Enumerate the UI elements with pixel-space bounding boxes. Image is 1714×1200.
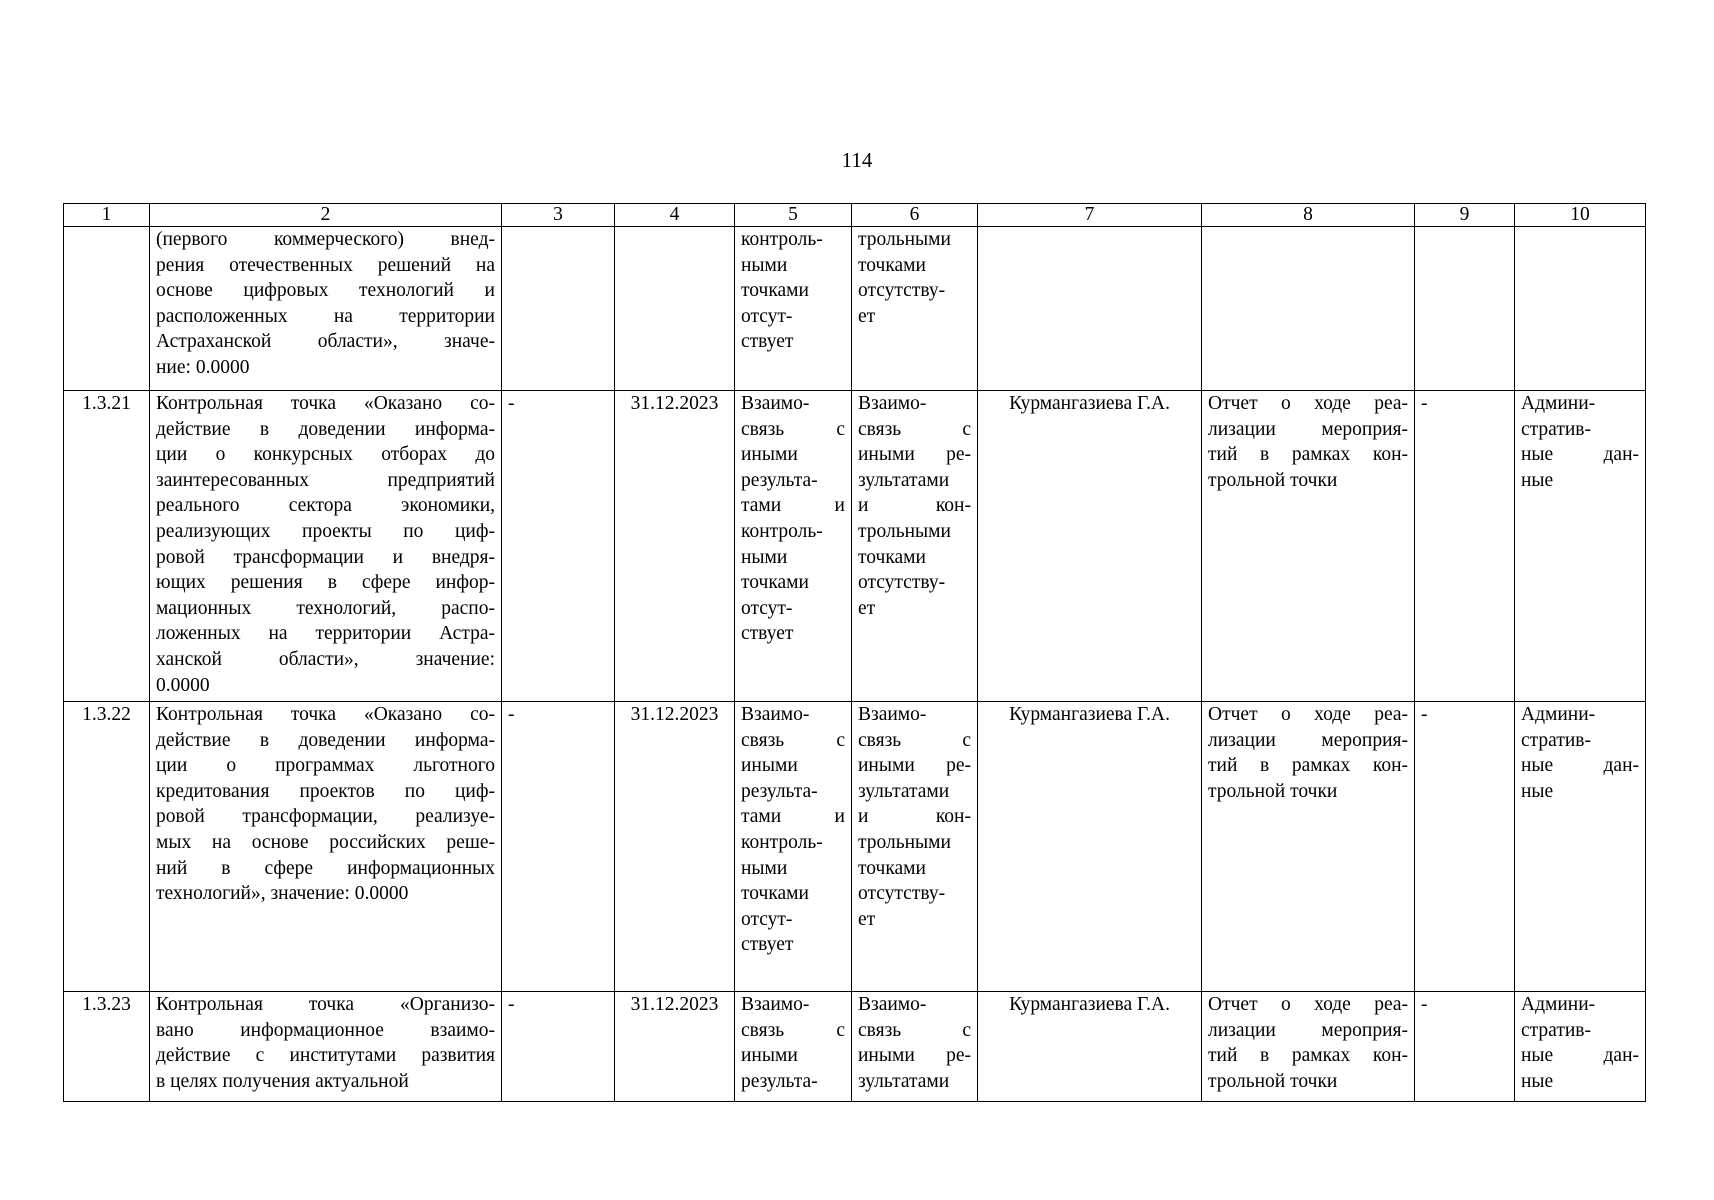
row-number: 1.3.22 bbox=[64, 702, 150, 992]
row-name bbox=[150, 227, 502, 391]
row-report-text bbox=[1208, 702, 1408, 804]
text-line: заинтересованных предприятий bbox=[156, 469, 495, 491]
row-name-text bbox=[156, 702, 495, 907]
row-responsible bbox=[978, 227, 1202, 391]
text-line: трольными bbox=[858, 520, 951, 542]
text-line: ний в сфере информационных bbox=[156, 857, 495, 879]
text-line: лизации мероприя- bbox=[1208, 1019, 1408, 1041]
text-line: иными ре- bbox=[858, 755, 971, 777]
row-report bbox=[1202, 227, 1415, 391]
text-line: ные дан- bbox=[1521, 444, 1639, 466]
row-col6 bbox=[852, 702, 978, 992]
text-line: расположенных на территории bbox=[156, 305, 495, 327]
row-name-text bbox=[156, 992, 495, 1094]
row-source bbox=[1515, 992, 1646, 1102]
text-line: стратив- bbox=[1521, 418, 1591, 440]
row-col5 bbox=[735, 992, 852, 1102]
row-col3 bbox=[502, 227, 615, 391]
row-name-text bbox=[156, 391, 495, 698]
text-line: ные дан- bbox=[1521, 1045, 1639, 1067]
text-line: результа- bbox=[741, 469, 818, 491]
text-line: ровой трансформации, реализуе- bbox=[156, 806, 495, 828]
row-date bbox=[615, 227, 735, 391]
text-line: отсут- bbox=[741, 597, 793, 619]
text-line: точками bbox=[858, 546, 926, 568]
row-name bbox=[150, 391, 502, 702]
text-line: Взаимо- bbox=[741, 704, 810, 725]
column-header-10: 10 bbox=[1515, 204, 1646, 227]
text-line: ет bbox=[858, 305, 876, 327]
text-line: иными bbox=[741, 1045, 798, 1067]
table-header bbox=[64, 204, 1646, 227]
text-line: результа- bbox=[741, 1070, 818, 1092]
text-line: контроль- bbox=[741, 229, 823, 250]
table-row bbox=[64, 227, 1646, 391]
column-header-4: 4 bbox=[615, 204, 735, 227]
text-line: в целях получения актуальной bbox=[156, 1070, 409, 1092]
text-line: ными bbox=[741, 254, 788, 276]
row-col5-text bbox=[741, 992, 845, 1094]
text-line: отсутству- bbox=[858, 883, 946, 905]
column-header-9: 9 bbox=[1415, 204, 1515, 227]
text-line: тами и bbox=[741, 806, 845, 828]
text-line: Отчет о ходе реа- bbox=[1208, 704, 1408, 725]
row-report-text bbox=[1208, 391, 1408, 493]
row-source-text bbox=[1521, 702, 1639, 804]
text-line: тий в рамках кон- bbox=[1208, 755, 1408, 777]
row-name-text bbox=[156, 227, 495, 381]
text-line: Админи- bbox=[1521, 994, 1596, 1015]
text-line: ные bbox=[1521, 780, 1554, 802]
document-table bbox=[63, 203, 1646, 1102]
text-line: результа- bbox=[741, 780, 818, 802]
row-responsible: Курмангазиева Г.А. bbox=[978, 992, 1202, 1102]
text-line: рения отечественных решений на bbox=[156, 254, 495, 276]
text-line: мационных технологий, распо- bbox=[156, 597, 495, 619]
text-line: Взаимо- bbox=[858, 704, 927, 725]
text-line: ние: 0.0000 bbox=[156, 356, 250, 378]
text-line: Астраханской области», значе- bbox=[156, 331, 495, 353]
column-header-1: 1 bbox=[64, 204, 150, 227]
text-line: ные дан- bbox=[1521, 755, 1639, 777]
row-name bbox=[150, 702, 502, 992]
row-source bbox=[1515, 702, 1646, 992]
text-line: Контрольная точка «Оказано со- bbox=[156, 393, 495, 414]
text-line: технологий», значение: 0.0000 bbox=[156, 883, 409, 905]
text-line: и кон- bbox=[858, 495, 971, 517]
row-col5 bbox=[735, 702, 852, 992]
text-line: отсут- bbox=[741, 305, 793, 327]
text-line: тий в рамках кон- bbox=[1208, 444, 1408, 466]
text-line: Админи- bbox=[1521, 704, 1596, 725]
text-line: трольной точки bbox=[1208, 1070, 1338, 1092]
row-col5-text bbox=[741, 702, 845, 958]
text-line: точками bbox=[741, 572, 809, 594]
column-header-6: 6 bbox=[852, 204, 978, 227]
row-col9 bbox=[1415, 227, 1515, 391]
row-date: 31.12.2023 bbox=[615, 391, 735, 702]
text-line: ровой трансформации и внедря- bbox=[156, 546, 495, 568]
row-report-text bbox=[1208, 992, 1408, 1094]
column-header-3: 3 bbox=[502, 204, 615, 227]
row-responsible: Курмангазиева Г.А. bbox=[978, 391, 1202, 702]
text-line: ет bbox=[858, 908, 876, 930]
text-line: трольной точки bbox=[1208, 780, 1338, 802]
text-line: ствует bbox=[741, 934, 794, 956]
text-line: трольной точки bbox=[1208, 469, 1338, 491]
text-line: ханской области», значение: bbox=[156, 648, 495, 670]
text-line: кредитования проектов по циф- bbox=[156, 780, 495, 802]
text-line: лизации мероприя- bbox=[1208, 729, 1408, 751]
text-line: тий в рамках кон- bbox=[1208, 1045, 1408, 1067]
text-line: реального сектора экономики, bbox=[156, 495, 495, 517]
text-line: (первого коммерческого) внед- bbox=[156, 229, 495, 250]
row-date: 31.12.2023 bbox=[615, 992, 735, 1102]
row-name bbox=[150, 992, 502, 1102]
text-line: точками bbox=[858, 857, 926, 879]
text-line: ными bbox=[741, 857, 788, 879]
column-header-7: 7 bbox=[978, 204, 1202, 227]
row-number: 1.3.23 bbox=[64, 992, 150, 1102]
table-row bbox=[64, 702, 1646, 992]
row-report bbox=[1202, 391, 1415, 702]
text-line: основе цифровых технологий и bbox=[156, 280, 495, 302]
row-col3: - bbox=[502, 391, 615, 702]
text-line: ными bbox=[741, 546, 788, 568]
text-line: зультатами bbox=[858, 469, 950, 491]
text-line: Контрольная точка «Оказано со- bbox=[156, 704, 495, 725]
row-source bbox=[1515, 391, 1646, 702]
row-col6 bbox=[852, 992, 978, 1102]
text-line: зультатами bbox=[858, 1070, 950, 1092]
text-line: действие в доведении информа- bbox=[156, 729, 495, 751]
row-date: 31.12.2023 bbox=[615, 702, 735, 992]
text-line: реализующих проекты по циф- bbox=[156, 520, 495, 542]
text-line: трольными bbox=[858, 831, 951, 853]
row-col9: - bbox=[1415, 992, 1515, 1102]
row-report bbox=[1202, 992, 1415, 1102]
row-col6-text bbox=[858, 227, 971, 329]
text-line: связь с bbox=[741, 1019, 845, 1041]
text-line: стратив- bbox=[1521, 729, 1591, 751]
column-header-2: 2 bbox=[150, 204, 502, 227]
text-line: иными ре- bbox=[858, 1045, 971, 1067]
row-col6-text bbox=[858, 391, 971, 621]
row-col3: - bbox=[502, 992, 615, 1102]
row-source bbox=[1515, 227, 1646, 391]
row-number bbox=[64, 227, 150, 391]
text-line: отсутству- bbox=[858, 572, 946, 594]
text-line: ные bbox=[1521, 1070, 1554, 1092]
row-responsible: Курмангазиева Г.А. bbox=[978, 702, 1202, 992]
text-line: действие с институтами развития bbox=[156, 1045, 495, 1067]
text-line: отсутству- bbox=[858, 280, 946, 302]
text-line: иными ре- bbox=[858, 444, 971, 466]
text-line: ствует bbox=[741, 331, 794, 353]
column-header-8: 8 bbox=[1202, 204, 1415, 227]
text-line: ющих решения в сфере инфор- bbox=[156, 572, 495, 594]
row-col9: - bbox=[1415, 391, 1515, 702]
row-col6-text bbox=[858, 702, 971, 932]
text-line: иными bbox=[741, 755, 798, 777]
text-line: связь с bbox=[741, 418, 845, 440]
text-line: зультатами bbox=[858, 780, 950, 802]
text-line: связь с bbox=[858, 418, 971, 440]
row-col3: - bbox=[502, 702, 615, 992]
text-line: ложенных на территории Астра- bbox=[156, 623, 495, 645]
row-col6 bbox=[852, 391, 978, 702]
text-line: ет bbox=[858, 597, 876, 619]
text-line: Отчет о ходе реа- bbox=[1208, 393, 1408, 414]
row-col5-text bbox=[741, 391, 845, 647]
text-line: Админи- bbox=[1521, 393, 1596, 414]
row-source-text bbox=[1521, 391, 1639, 493]
text-line: тами и bbox=[741, 495, 845, 517]
text-line: Взаимо- bbox=[858, 393, 927, 414]
text-line: Взаимо- bbox=[741, 393, 810, 414]
row-source-text bbox=[1521, 992, 1639, 1094]
text-line: Взаимо- bbox=[741, 994, 810, 1015]
column-header-5: 5 bbox=[735, 204, 852, 227]
table-row bbox=[64, 391, 1646, 702]
text-line: точками bbox=[741, 883, 809, 905]
row-col6 bbox=[852, 227, 978, 391]
text-line: ствует bbox=[741, 623, 794, 645]
table-row bbox=[64, 992, 1646, 1102]
text-line: стратив- bbox=[1521, 1019, 1591, 1041]
text-line: ные bbox=[1521, 469, 1554, 491]
text-line: Отчет о ходе реа- bbox=[1208, 994, 1408, 1015]
text-line: точками bbox=[858, 254, 926, 276]
text-line: связь с bbox=[741, 729, 845, 751]
text-line: Взаимо- bbox=[858, 994, 927, 1015]
row-report bbox=[1202, 702, 1415, 992]
text-line: контроль- bbox=[741, 520, 823, 542]
row-col6-text bbox=[858, 992, 971, 1094]
text-line: Контрольная точка «Организо- bbox=[156, 994, 495, 1015]
text-line: трольными bbox=[858, 229, 951, 250]
text-line: иными bbox=[741, 444, 798, 466]
row-number: 1.3.21 bbox=[64, 391, 150, 702]
text-line: связь с bbox=[858, 729, 971, 751]
row-col5 bbox=[735, 391, 852, 702]
row-col5-text bbox=[741, 227, 845, 355]
text-line: 0.0000 bbox=[156, 674, 210, 696]
text-line: ции о конкурсных отборах до bbox=[156, 444, 495, 466]
header-row bbox=[64, 204, 1646, 227]
row-col5 bbox=[735, 227, 852, 391]
text-line: и кон- bbox=[858, 806, 971, 828]
row-col9: - bbox=[1415, 702, 1515, 992]
text-line: контроль- bbox=[741, 831, 823, 853]
text-line: действие в доведении информа- bbox=[156, 418, 495, 440]
text-line: отсут- bbox=[741, 908, 793, 930]
page-number: 114 bbox=[841, 148, 873, 172]
text-line: лизации мероприя- bbox=[1208, 418, 1408, 440]
text-line: ции о программах льготного bbox=[156, 755, 495, 777]
text-line: вано информационное взаимо- bbox=[156, 1019, 495, 1041]
text-line: точками bbox=[741, 280, 809, 302]
text-line: мых на основе российских реше- bbox=[156, 831, 495, 853]
text-line: связь с bbox=[858, 1019, 971, 1041]
